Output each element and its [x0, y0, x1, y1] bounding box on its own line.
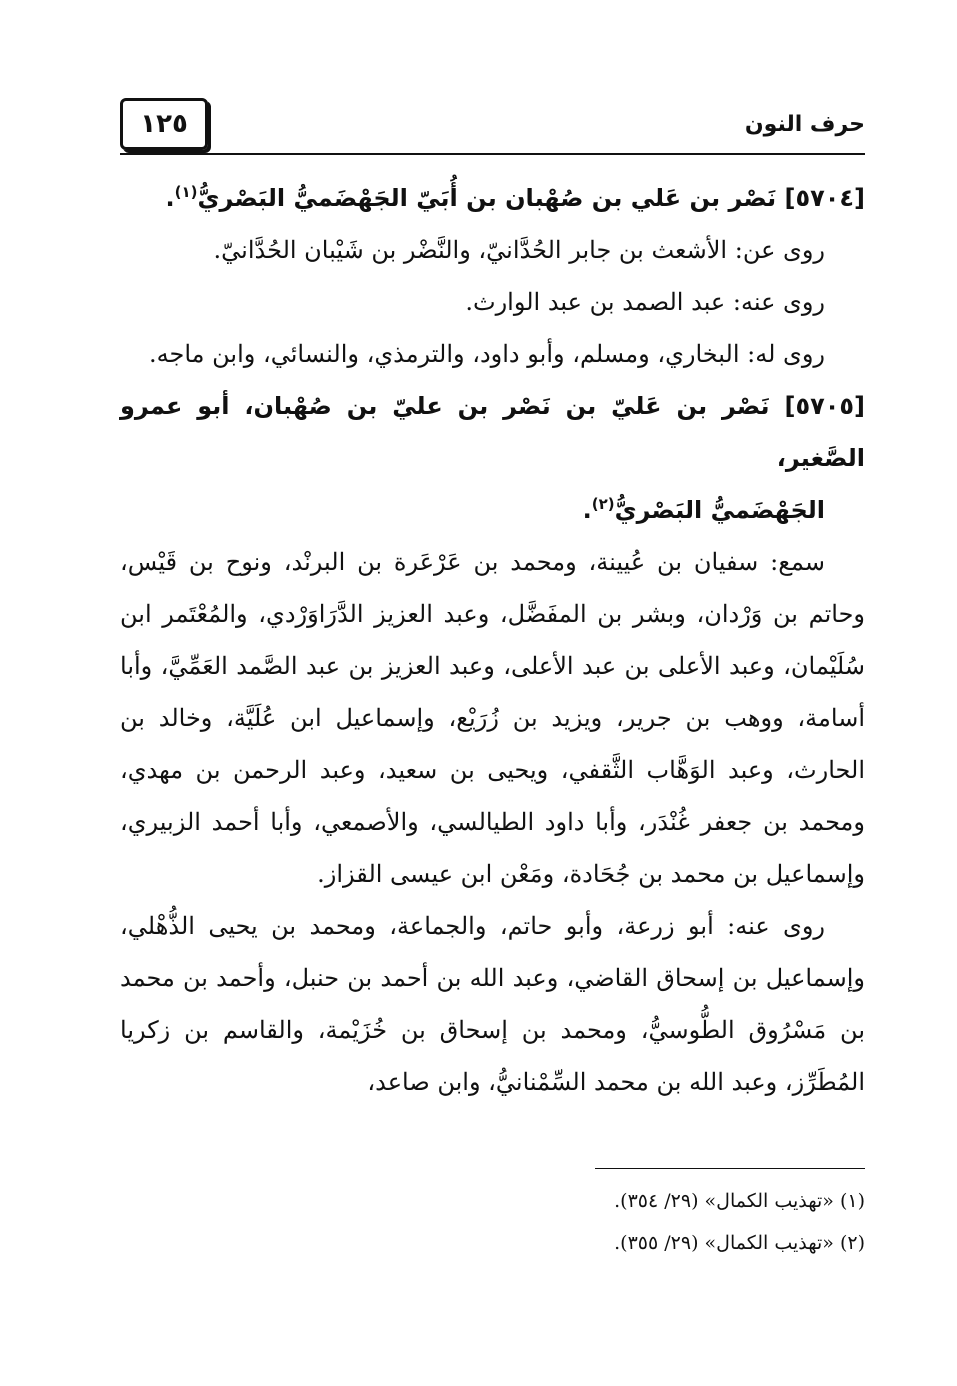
footnote-divider	[595, 1168, 865, 1169]
footnotes	[120, 1180, 865, 1264]
entry-heading	[120, 172, 865, 224]
heard-from-paragraph: سمع: سفيان بن عُيينة، ومحمد بن عَرْعَرة بن البرنْد، ونوح بن قَيْس، وحاتم بن وَرْدان، وبشر بن المفَضَّل، وعبد العزيز الدَّرَاوَرْدي، والمُعْتَمر ابن سُلَيْمان، وعبد الأعلى بن عبد الأعلى، وعبد العزيز بن عبد الصَّمد العَمِّيَّ، وأبا أسامة، ووهب بن جرير، ويزيد بن زُرَيْع، وإسماعيل ابن عُلَيَّة، وخالد بن الحارث، وعبد الوَهَّاب الثَّقفي، ويحيى بن سعيد، وعبد الرحمن بن مهدي، ومحمد بن جعفر غُنْدَر، وأبا داود الطيالسي، والأصمعي، وأبا أحمد الزبيري، وإسماعيل بن محمد بن جُحَادة، ومَعْن ابن عيسى القزاز.	[120, 548, 865, 888]
footnote: (٢) «تهذيب الكمال» (٢٩/ ٣٥٥).	[614, 1232, 865, 1254]
entry-heading-text: [٥٧٠٤] نَصْر بن عَلي بن صُهْبان بن أُبَيّ الجَهْضَميُّ البَصْريُّ	[197, 184, 865, 212]
heading-end: .	[165, 184, 175, 212]
narrated-by-paragraph: روى عنه: أبو زرعة، وأبو حاتم، والجماعة، ومحمد بن يحيى الذُّهْلي، وإسماعيل بن إسحاق القاضي، وعبد الله بن أحمد بن حنبل، وأحمد بن محمد بن مَسْرُوق الطُّوسيُّ، ومحمد بن إسحاق بن خُزَيْمة، والقاسم بن زكريا المُطَرِّز، وعبد الله بن محمد السِّمْنانيُّ، وابن صاعد،	[120, 912, 865, 1096]
narrated-from: روى عن: الأشعث بن جابر الحُدَّانيّ، والنَّضْر بن شَيْبان الحُدَّانيّ.	[213, 236, 825, 264]
entry-heading	[120, 380, 865, 536]
page-number: ١٢٥	[120, 98, 208, 150]
page-body	[120, 172, 865, 1108]
narrated-by: روى عنه: عبد الصمد بن عبد الوارث.	[465, 288, 825, 316]
page-header	[120, 98, 865, 160]
entry-heading-text: [٥٧٠٥] نَصْر بن عَليّ بن نَصْر بن عليّ بن صُهْبان، أبو عمرو الصَّغير،	[120, 392, 865, 472]
footnote-marker: (٢)	[591, 495, 615, 513]
narrated-for: روى له: البخاري، ومسلم، وأبو داود، والترمذي، والنسائي، وابن ماجه.	[149, 340, 825, 368]
biography-entry	[120, 380, 865, 1108]
header-divider	[120, 153, 865, 155]
running-title: حرف النون	[744, 112, 865, 137]
footnote: (١) «تهذيب الكمال» (٢٩/ ٣٥٤).	[614, 1190, 865, 1212]
biography-entry	[120, 172, 865, 380]
footnote-marker: (١)	[174, 183, 198, 201]
entry-heading-continuation: الجَهْضَميُّ البَصْريُّ	[614, 496, 825, 524]
heading-end: .	[582, 496, 592, 524]
